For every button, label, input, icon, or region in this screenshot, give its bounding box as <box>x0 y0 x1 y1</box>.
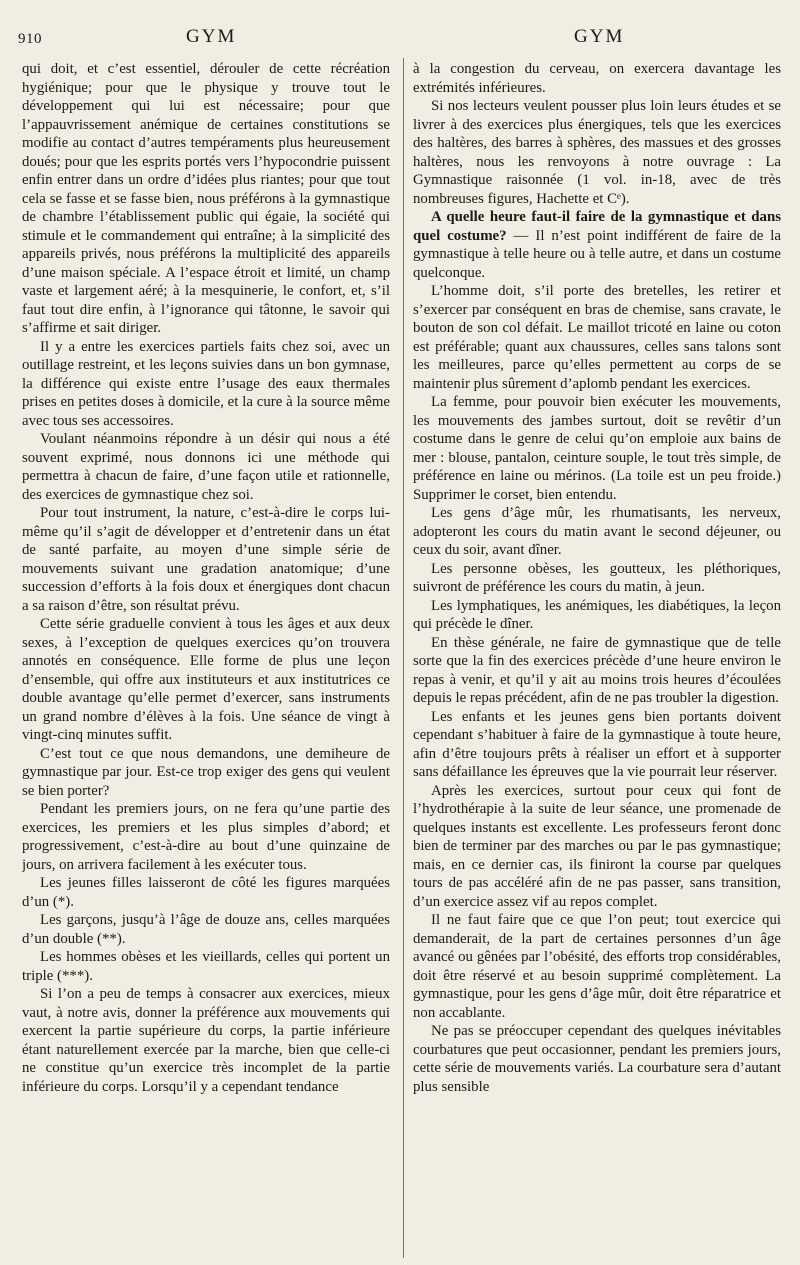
paragraph <box>22 338 390 431</box>
paragraph <box>413 97 781 208</box>
paragraph-text: Ne pas se préoccuper cependant des quelques inévitables courbatures que peut occasionner, pendant les premiers jours, cette série de mouvements variés. La courbature sera d’autant plus sensible <box>413 1023 781 1095</box>
paragraph-text: Les personne obèses, les goutteux, les pléthoriques, suivront de préférence les cours du matin, à jeun. <box>413 560 781 595</box>
paragraph-text: Après les exercices, surtout pour ceux qui font de l’hydrothérapie à la suite de leur séance, une promenade de quelques instants est excellente. Les professeurs feront donc bien de terminer par des marches ou par le pas gymnastique; mais, en ce dernier cas, ils finiront la course par quelques tours de pas accéléré afin de ne pas passer, sans transition, d’un exercice assez vif au repos complet. <box>413 782 781 910</box>
paragraph-text: C’est tout ce que nous demandons, une demiheure de gymnastique par jour. Est-ce trop exiger des gens qui veulent se bien porter? <box>22 745 390 799</box>
paragraph <box>413 634 781 708</box>
paragraph <box>413 1022 781 1096</box>
section-heading: A quelle heure faut-il faire de la gymnastique et dans quel costume? <box>413 209 781 244</box>
paragraph <box>22 874 390 911</box>
paragraph <box>22 948 390 985</box>
paragraph-text: Les jeunes filles laisseront de côté les figures marquées d’un (*). <box>22 875 390 910</box>
right-running-head: GYM <box>574 26 625 47</box>
paragraph <box>22 745 390 801</box>
paragraph-text: Les garçons, jusqu’à l’âge de douze ans, celles marquées d’un double (**). <box>22 912 390 947</box>
paragraph-text: Si l’on a peu de temps à consacrer aux exercices, mieux vaut, à notre avis, donner la préférence aux mouvements qui exercent la partie supérieure du corps, la partie inférieure étant naturellement exercée par la marche, bien que celle-ci ne constitue qu’un exercice très incomplet de la partie inférieure du corps. Lorsqu’il y a cependant tendance <box>22 986 390 1095</box>
paragraph-text: Si nos lecteurs veulent pousser plus loin leurs études et se livrer à des exercices plus énergiques, tels que les exercices des haltères, des barres à sphères, des massues et des grosses haltères, nous les renvoyons à notre ouvrage : La Gymnastique raisonnée (1 vol. in-18, avec de très nombreuses figures, Hachette et Cᵉ). <box>413 98 781 207</box>
paragraph-text: La femme, pour pouvoir bien exécuter les mouvements, les mouvements des jambes surtout, doit se revêtir d’un costume dans le genre de celui qu’on emploie aux bains de mer : blouse, pantalon, ceinture souple, le tout très simple, de préférence en laine ou mérinos. (La toile est un peu froide.) Supprimer le corset, bien entendu. <box>413 394 781 503</box>
paragraph-text: Les hommes obèses et les vieillards, celles qui portent un triple (***). <box>22 949 390 984</box>
paragraph <box>22 60 390 338</box>
column-divider <box>403 58 404 1258</box>
paragraph-text: Les enfants et les jeunes gens bien portants doivent cependant s’habituer à faire de la gymnastique à toute heure, afin d’être toujours prêts à réaliser un effort et à supporter sans défaillance les épreuves que la vie pourrait leur réserver. <box>413 708 781 780</box>
paragraph <box>22 615 390 745</box>
paragraph-text: Voulant néanmoins répondre à un désir qui nous a été souvent exprimé, nous donnons ici une méthode qui permettra à chacun de faire, d’une façon utile et rationnelle, des exercices de gymnastique chez soi. <box>22 431 390 503</box>
paragraph <box>413 393 781 504</box>
left-running-head: GYM <box>186 26 237 47</box>
paragraph-text: Pour tout instrument, la nature, c’est-à-dire le corps lui-même qu’il s’agit de développer et d’entretenir dans un état de santé parfaite, au moyen d’une simple série de mouvements suivant une gradation anatomique; d’une succession d’efforts à la fois doux et énergiques dont chacun a sa raison d’être, son résultat prévu. <box>22 505 390 614</box>
paragraph-text: Pendant les premiers jours, on ne fera qu’une partie des exercices, les premiers et les plus simples d’abord; et progressivement, c’est-à-dire au bout d’une quinzaine de jours, on arrivera facilement à les exécuter tous. <box>22 801 390 873</box>
paragraph-text: Les gens d’âge mûr, les rhumatisants, les nerveux, adopteront les cours du matin avant le second déjeuner, ou ceux du soir, avant dîner. <box>413 505 781 558</box>
paragraph-text: — Il n’est point indifférent de faire de la gymnastique à telle heure ou à telle autre, et dans un costume quelconque. <box>413 227 781 281</box>
page-number: 910 <box>18 31 42 47</box>
left-column <box>22 60 390 1260</box>
paragraph-text: qui doit, et c’est essentiel, dérouler de cette récréation hygiénique; pour que le physique y trouve tout le développement qui lui est nécessaire; pour que l’appauvrissement anémique de certaines constitutions se modifie au contact d’autres tempéraments plus heureusement doués; pour que les esprits portés vers l’hypocondrie puissent enfin entrer dans un ordre d’idées plus riantes; pour que tout cela se fasse et se fasse bien, nous préférons à la gymnastique de chambre l’établissement public qui égaie, la société qui stimule et le commandement qui entraîne; à la simplicité des appareils privés, nous préférons la multiplicité des appareils d’une maison spéciale. A l’espace étroit et limité, un champ vaste et largement aéré; à la mesquinerie, le confort, et, s’il faut tout dire enfin, à l’ignorance qui tâtonne, le savoir qui s’affirme et sait diriger. <box>22 61 390 336</box>
paragraph <box>413 560 781 597</box>
paragraph <box>413 208 781 282</box>
paragraph <box>22 430 390 504</box>
paragraph <box>413 911 781 1022</box>
paragraph-text: Il y a entre les exercices partiels faits chez soi, avec un outillage restreint, et les leçons suivies dans un bon gymnase, la différence qui existe entre l’usage des eaux thermales prises en petites doses à domicile, et la cure à la source même avec tous ses accessoires. <box>22 338 390 429</box>
paragraph <box>413 60 781 97</box>
paragraph-text: à la congestion du cerveau, on exercera davantage les extrémités inférieures. <box>413 61 781 96</box>
paragraph <box>22 911 390 948</box>
paragraph-text: Les lymphatiques, les anémiques, les diabétiques, la leçon qui précède le dîner. <box>413 597 781 632</box>
paragraph-text: Il ne faut faire que ce que l’on peut; tout exercice qui demanderait, de la part de certaines personnes d’un âge avancé ou gênées par l’obésité, des efforts trop considérables, doit être réservé et au besoin supprimé complètement. La gymnastique, pour les gens d’âge mûr, doit être réparatrice et non accablante. <box>413 912 781 1021</box>
paragraph <box>413 782 781 912</box>
paragraph <box>413 504 781 560</box>
paragraph <box>22 504 390 615</box>
paragraph <box>413 708 781 782</box>
right-column <box>413 60 781 1260</box>
paragraph <box>413 282 781 393</box>
paragraph-text: En thèse générale, ne faire de gymnastique que de telle sorte que la fin des exercices précède d’une heure environ le repas à venir, et qu’il y ait au moins trois heures d’écoulées depuis le repas précédent, afin de ne pas troubler la digestion. <box>413 634 781 706</box>
page-header <box>0 22 800 52</box>
paragraph <box>22 800 390 874</box>
paragraph <box>413 597 781 634</box>
paragraph-text: Cette série graduelle convient à tous les âges et aux deux sexes, à l’exception de quelques exercices qu’on trouvera annotés en conséquence. Elle forme de plus une leçon d’ensemble, qui offre aux instituteurs et aux institutrices ce double avantage qu’elle permet d’exercer, sans instruments un grand nombre d’élèves à la fois. Une séance de vingt à vingt-cinq minutes suffit. <box>22 616 390 743</box>
paragraph <box>22 985 390 1096</box>
paragraph-text: L’homme doit, s’il porte des bretelles, les retirer et s’exercer par conséquent en bras de chemise, sans cravate, le bouton de son col défait. Le maillot tricoté en laine ou coton est préférable; quant aux chaussures, celles sans talons sont les meilleures, parce qu’elles permettent au corps de se maintenir plus sûrement d’aplomb pendant les exercices. <box>413 283 781 392</box>
